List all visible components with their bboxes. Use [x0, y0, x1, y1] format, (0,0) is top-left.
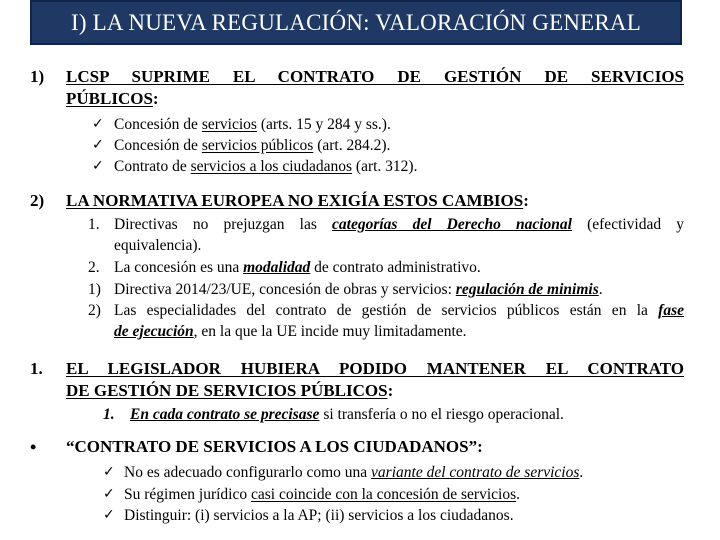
section-2-heading: LA NORMATIVA EUROPEA NO EXIGÍA ESTOS CAMBIOS: — [66, 191, 529, 210]
section-4-item-1: ✓ No es adecuado configurarlo como una variante del contrato de servicios. — [103, 464, 584, 481]
section-2-item-4: 2) Las especialidades del contrato de gestión de servicios públicos están en la fase de ejecución, en la que la UE incide muy limitadamente. — [88, 302, 684, 340]
section-2-item-3: 1) Directiva 2014/23/UE, concesión de obras y servicios: regulación de minimis. — [88, 281, 603, 298]
section-2-item-2: 2. La concesión es una modalidad de contrato administrativo. — [88, 259, 481, 276]
section-3 — [0, 358, 720, 404]
section-1-item-3: ✓ Contrato de servicios a los ciudadanos (art. 312). — [92, 158, 418, 175]
section-3-item-1: 1. En cada contrato se precisase si transfería o no el riesgo operacional. — [103, 406, 564, 423]
section-4-item-3: ✓ Distinguir: (i) servicios a la AP; (ii) servicios a los ciudadanos. — [103, 507, 514, 524]
section-1-heading-line1: LCSP SUPRIME EL CONTRATO DE GESTIÓN DE SERVICIOS — [66, 67, 684, 86]
section-4-item-2: ✓ Su régimen jurídico casi coincide con la concesión de servicios. — [103, 486, 520, 503]
check-icon: ✓ — [92, 137, 104, 153]
section-1-heading-line2: PÚBLICOS: — [66, 89, 159, 108]
section-1-item-1: ✓ Concesión de servicios (arts. 15 y 284 y ss.). — [92, 116, 391, 133]
check-icon: ✓ — [92, 158, 104, 174]
section-3-heading-line2: DE GESTIÓN DE SERVICIOS PÚBLICOS: — [66, 381, 394, 400]
bullet-icon: • — [30, 437, 37, 457]
section-2-number: 2) — [30, 191, 45, 210]
check-icon: ✓ — [103, 486, 115, 502]
section-2 — [0, 190, 720, 214]
section-1-item-2: ✓ Concesión de servicios públicos (art. 284.2). — [92, 137, 391, 154]
section-1 — [0, 66, 720, 116]
section-2-item-1: 1. Directivas no prejuzgan las categorías del Derecho nacional (efectividad y equivalencia). — [88, 216, 684, 254]
check-icon: ✓ — [92, 116, 104, 132]
title-bar — [30, 0, 682, 45]
section-1-number: 1) — [30, 67, 45, 86]
section-3-heading-line1: EL LEGISLADOR HUBIERA PODIDO MANTENER EL CONTRATO — [66, 359, 684, 378]
section-3-number: 1. — [30, 359, 43, 378]
section-4-heading: “CONTRATO DE SERVICIOS A LOS CIUDADANOS”: — [66, 437, 483, 456]
check-icon: ✓ — [103, 507, 115, 523]
section-4 — [0, 436, 720, 460]
page-title: I) LA NUEVA REGULACIÓN: VALORACIÓN GENERAL — [71, 9, 641, 35]
check-icon: ✓ — [103, 464, 115, 480]
